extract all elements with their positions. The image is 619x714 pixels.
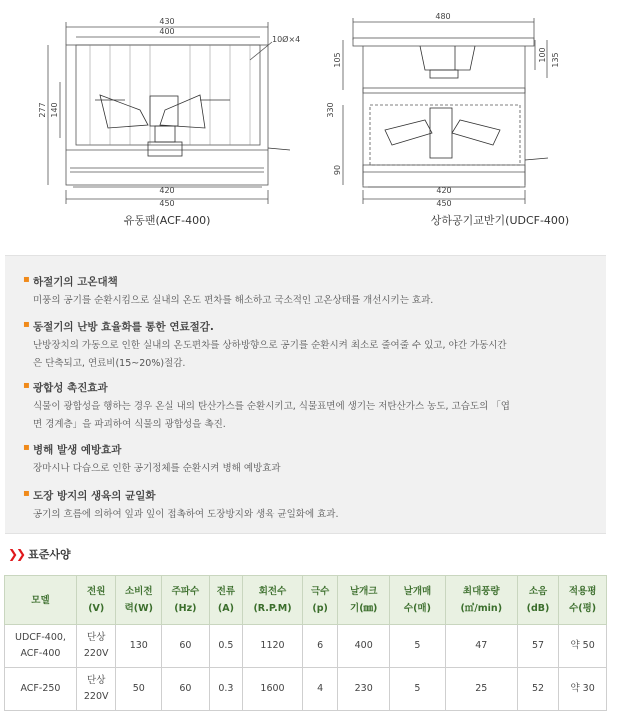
cell-rpm: 1120 <box>243 625 303 668</box>
feature-item <box>23 319 603 373</box>
feature-item <box>23 488 603 524</box>
dim-height-outer: 277 <box>38 102 47 118</box>
cell-poles: 4 <box>302 668 337 711</box>
col-blade-count: 날개매 수(매) <box>390 576 446 625</box>
bullet-icon: ▪ <box>23 488 30 499</box>
col-area: 적용평 수(평) <box>559 576 607 625</box>
col-noise: 소음 (dB) <box>517 576 559 625</box>
feature-line: 면 경계층」을 파괴하여 식물의 광합성을 촉진. <box>33 419 226 430</box>
dim-top-outer: 430 <box>159 17 175 26</box>
acf-400-drawing <box>48 22 290 204</box>
cell-blade-size: 230 <box>338 668 390 711</box>
feature-line: 공기의 흐름에 의하여 잎과 잎이 접촉하여 도장방지와 생육 균일화에 효과. <box>33 509 339 520</box>
cell-area: 약 30 <box>559 668 607 711</box>
cell-area: 약 50 <box>559 625 607 668</box>
col-model: 모델 <box>5 576 77 625</box>
spec-table <box>4 575 607 711</box>
cell-power: 단상 220V <box>76 625 116 668</box>
table-row <box>5 668 607 711</box>
cell-current: 0.3 <box>209 668 242 711</box>
left-drawing-caption: 유동팬(ACF-400) <box>123 214 211 227</box>
cell-max-airflow: 47 <box>445 625 517 668</box>
technical-drawings <box>0 0 619 240</box>
feature-item <box>23 274 603 310</box>
feature-item <box>23 380 603 434</box>
cell-rpm: 1600 <box>243 668 303 711</box>
cell-consumption: 50 <box>116 668 162 711</box>
cell-blade-size: 400 <box>338 625 390 668</box>
cell-model: ACF-250 <box>5 668 77 711</box>
double-chevron-icon: ❯❯ <box>8 547 25 561</box>
col-blade-size: 날개크 기(㎜) <box>338 576 390 625</box>
bullet-icon: ▪ <box>23 380 30 391</box>
col-max-airflow: 최대풍량 (㎥/min) <box>445 576 517 625</box>
cell-current: 0.5 <box>209 625 242 668</box>
spec-heading-label: 표준사양 <box>28 548 71 561</box>
dim-lower-height: 90 <box>333 164 342 176</box>
col-rpm: 회전수 (R.P.M) <box>243 576 303 625</box>
feature-title: 동절기의 난방 효율화를 통한 연료절감. <box>33 321 214 333</box>
udcf-400-drawing <box>343 18 548 204</box>
feature-line: 식물이 광합성을 행하는 경우 온실 내의 탄산가스를 순환시키고, 식물표면에 생기는 저탄산가스 농도, 고습도의 「엽 <box>33 401 510 412</box>
features-panel <box>5 255 606 534</box>
dim-right-bottom-inner: 420 <box>436 186 452 195</box>
cell-model: UDCF-400, ACF-400 <box>5 625 77 668</box>
bullet-icon: ▪ <box>23 274 30 285</box>
feature-line: 장마시나 다습으로 인한 공기정체를 순환시켜 병해 예방효과 <box>33 463 281 474</box>
dim-bottom-outer: 450 <box>159 199 175 208</box>
feature-line: 난방장치의 가동으로 인한 실내의 온도편차를 상하방향으로 공기를 순환시켜 최소로 줄여줄 수 있고, 야간 가동시간 <box>33 340 507 351</box>
feature-item <box>23 442 603 478</box>
dim-hood-height: 135 <box>551 52 560 68</box>
cell-noise: 52 <box>517 668 559 711</box>
cell-blade-count: 5 <box>390 625 446 668</box>
cell-poles: 6 <box>302 625 337 668</box>
dim-right-bottom-outer: 450 <box>436 199 452 208</box>
dim-height-inner: 140 <box>50 102 59 118</box>
col-poles: 극수 (p) <box>302 576 337 625</box>
feature-title: 하절기의 고온대책 <box>33 276 118 288</box>
cell-blade-count: 5 <box>390 668 446 711</box>
feature-title: 광합성 촉진효과 <box>33 382 108 394</box>
col-consumption: 소비전 력(W) <box>116 576 162 625</box>
right-drawing-caption: 상하공기교반기(UDCF-400) <box>430 214 570 227</box>
dim-top-width: 480 <box>435 12 451 21</box>
col-frequency: 주파수 (Hz) <box>162 576 210 625</box>
feature-line: 은 단축되고, 연료비(15~20%)절감. <box>33 358 186 369</box>
feature-line: 미풍의 공기를 순환시킴으로 실내의 온도 편차를 해소하고 국소적인 고온상태를 개선시키는 효과. <box>33 295 434 306</box>
dim-rail-height: 105 <box>333 52 342 68</box>
bullet-icon: ▪ <box>23 442 30 453</box>
dim-body-height: 330 <box>326 102 335 118</box>
spec-heading <box>8 546 71 562</box>
dim-bottom-inner: 420 <box>159 186 175 195</box>
cell-max-airflow: 25 <box>445 668 517 711</box>
col-power: 전원 (V) <box>76 576 116 625</box>
feature-title: 도장 방지의 생육의 균일화 <box>33 490 156 502</box>
feature-title: 병해 발생 예방효과 <box>33 444 122 456</box>
spec-header-row <box>5 576 607 625</box>
table-row <box>5 625 607 668</box>
dim-top-inner: 400 <box>159 27 175 36</box>
col-current: 전류 (A) <box>209 576 242 625</box>
dim-rail-offset: 100 <box>538 47 547 63</box>
cell-frequency: 60 <box>162 668 210 711</box>
dim-hole-note: 10Ø×4 <box>272 35 301 44</box>
cell-frequency: 60 <box>162 625 210 668</box>
cell-noise: 57 <box>517 625 559 668</box>
bullet-icon: ▪ <box>23 319 30 330</box>
cell-power: 단상 220V <box>76 668 116 711</box>
cell-consumption: 130 <box>116 625 162 668</box>
